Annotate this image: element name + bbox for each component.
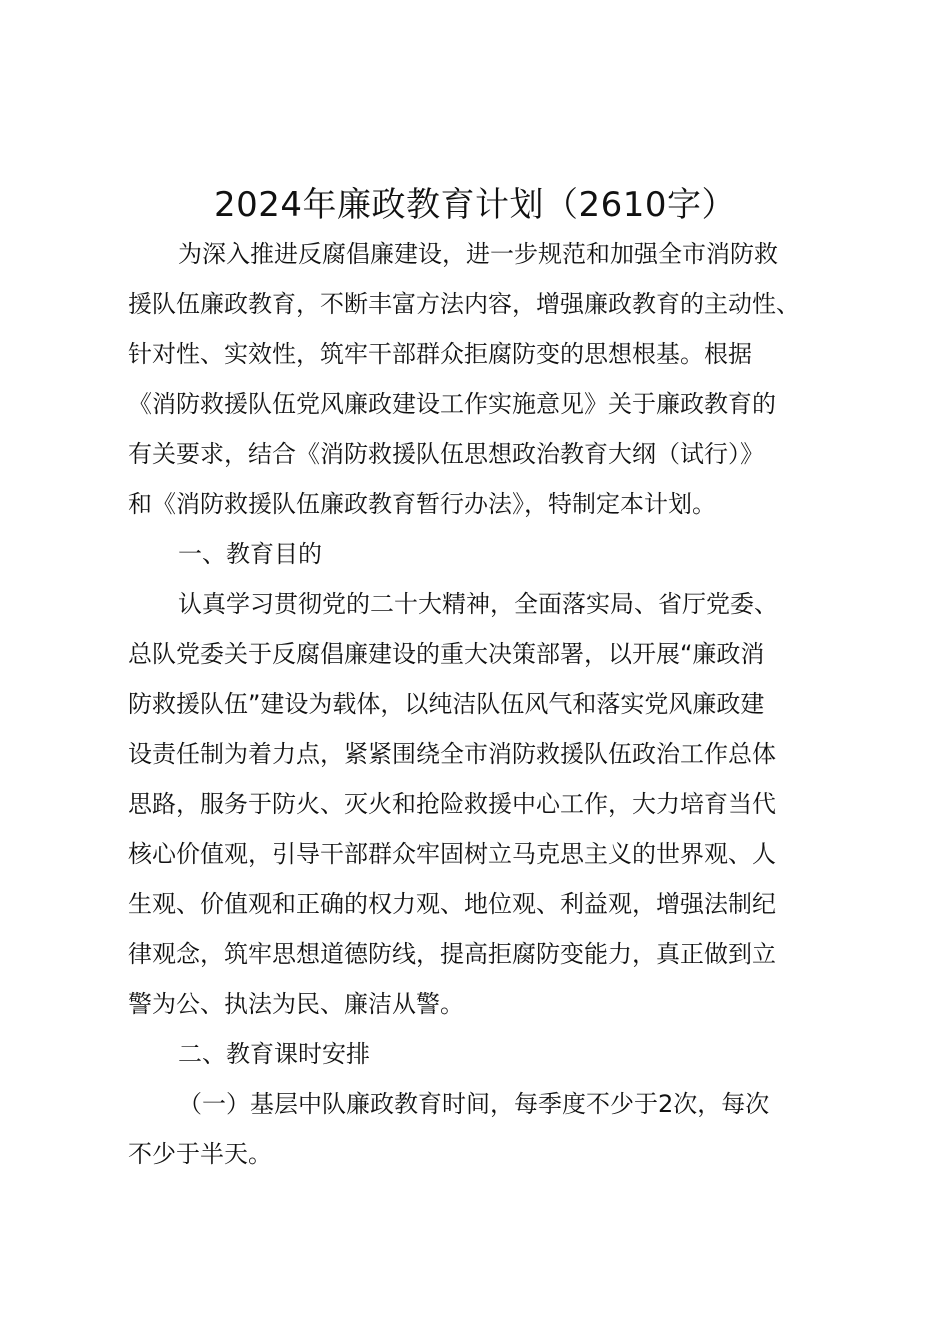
paragraph-intro-line-5: 有关要求，结合《消防救援队伍思想政治教育大纲（试行）》 [128, 440, 764, 468]
paragraph-intro-line-3: 针对性、实效性，筑牢干部群众拒腐防变的思想根基。根据 [128, 340, 752, 368]
paragraph-intro-line-4: 《消防救援队伍党风廉政建设工作实施意见》关于廉政教育的 [128, 390, 776, 418]
section-heading-2: 二、教育课时安排 [178, 1040, 370, 1068]
paragraph-purpose-line-3: 防救援队伍”建设为载体，以纯洁队伍风气和落实党风廉政建 [128, 690, 765, 718]
paragraph-purpose-line-1: 认真学习贯彻党的二十大精神，全面落实局、省厅党委、 [178, 590, 778, 618]
paragraph-purpose-line-7: 生观、价值观和正确的权力观、地位观、利益观，增强法制纪 [128, 890, 776, 918]
paragraph-intro-line-6: 和《消防救援队伍廉政教育暂行办法》，特制定本计划。 [128, 490, 716, 518]
section-heading-1: 一、教育目的 [178, 540, 322, 568]
document-title: 2024年廉政教育计划（2610字） [213, 185, 737, 225]
paragraph-purpose-line-9: 警为公、执法为民、廉洁从警。 [128, 990, 464, 1018]
paragraph-purpose-line-8: 律观念，筑牢思想道德防线，提高拒腐防变能力，真正做到立 [128, 940, 776, 968]
paragraph-schedule-line-1: （一）基层中队廉政教育时间，每季度不少于2次，每次 [178, 1090, 770, 1118]
paragraph-schedule-line-2: 不少于半天。 [128, 1140, 272, 1168]
paragraph-purpose-line-2: 总队党委关于反腐倡廉建设的重大决策部署，以开展“廉政消 [128, 640, 765, 668]
paragraph-purpose-line-6: 核心价值观，引导干部群众牢固树立马克思主义的世界观、人 [128, 840, 776, 868]
paragraph-intro-line-1: 为深入推进反腐倡廉建设，进一步规范和加强全市消防救 [178, 240, 778, 268]
paragraph-purpose-line-4: 设责任制为着力点，紧紧围绕全市消防救援队伍政治工作总体 [128, 740, 776, 768]
paragraph-purpose-line-5: 思路，服务于防火、灭火和抢险救援中心工作，大力培育当代 [128, 790, 776, 818]
paragraph-intro-line-2: 援队伍廉政教育，不断丰富方法内容，增强廉政教育的主动性、 [128, 290, 800, 318]
